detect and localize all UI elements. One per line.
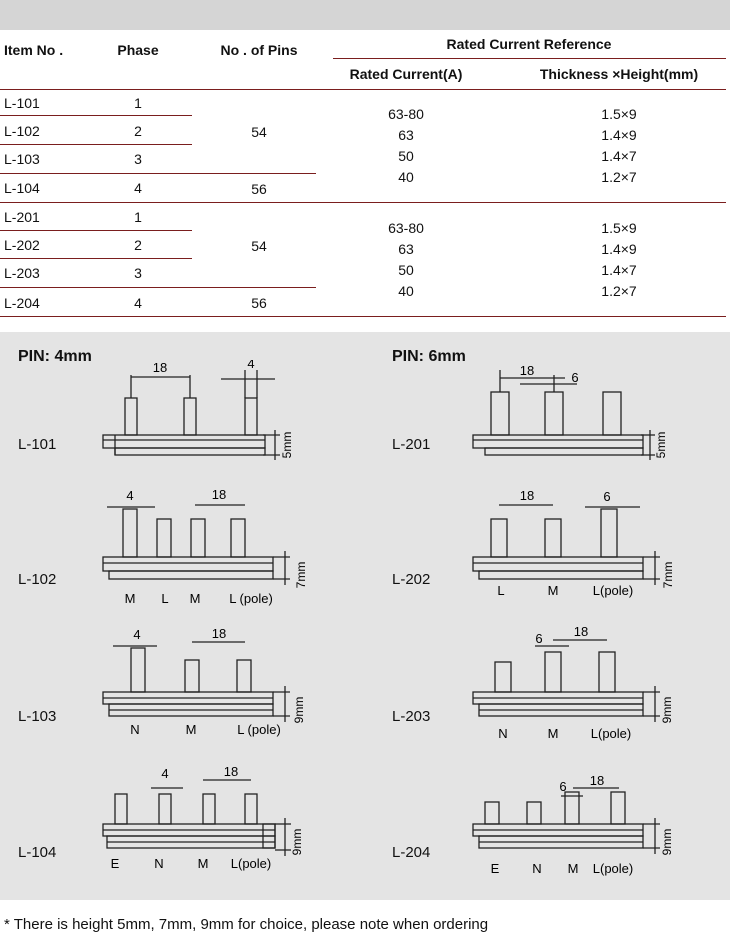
- height-label: 9mm: [660, 828, 674, 856]
- group-divider: [0, 202, 726, 203]
- table-row-phase: 2: [134, 237, 142, 253]
- table-row-phase: 3: [134, 151, 142, 167]
- pins-value: 54: [251, 238, 267, 254]
- table-row-item: L-203: [4, 265, 40, 281]
- diagram-label: L-202: [392, 571, 431, 588]
- pole-label: L: [161, 591, 169, 606]
- pole-label: M: [189, 591, 201, 606]
- header-bottom-rule: [0, 89, 726, 90]
- dimension-label: 6: [559, 779, 567, 794]
- pin-6mm-title: PIN: 6mm: [392, 348, 466, 365]
- header-rated-current: Rated Current(A): [349, 66, 463, 82]
- table-row-phase: 1: [134, 95, 142, 111]
- pole-label: M: [567, 861, 579, 876]
- height-label: 9mm: [290, 828, 304, 856]
- dimension-label: 18: [223, 764, 239, 779]
- row-divider: [0, 115, 192, 116]
- dimension-label: 4: [247, 360, 255, 371]
- pole-label: M: [547, 726, 559, 741]
- dimension-label: 6: [603, 489, 611, 504]
- diagram-label: L-204: [392, 844, 431, 861]
- pole-label: L(pole): [230, 856, 272, 871]
- table-row-item: L-103: [4, 151, 40, 167]
- header-thickness-height: Thickness ×Height(mm): [539, 66, 699, 82]
- dimension-label: 18: [211, 487, 227, 502]
- current-value: 63-80: [388, 106, 424, 122]
- table-row-phase: 2: [134, 123, 142, 139]
- table-row-phase: 4: [134, 295, 142, 311]
- header-reference: Rated Current Reference: [446, 36, 612, 52]
- busbar-l102-drawing: [95, 485, 320, 610]
- current-value: 40: [398, 169, 414, 185]
- pole-label: M: [185, 722, 197, 737]
- diagram-label: L-104: [18, 844, 57, 861]
- table-row-phase: 1: [134, 209, 142, 225]
- busbar-l204-drawing: [465, 758, 690, 883]
- size-value: 1.5×9: [601, 220, 637, 236]
- ordering-note: * There is height 5mm, 7mm, 9mm for choice, please note when ordering: [4, 916, 489, 933]
- size-value: 1.4×9: [601, 127, 637, 143]
- busbar-l101-drawing: [95, 360, 310, 470]
- size-value: 1.2×7: [601, 169, 637, 185]
- pole-label: E: [110, 856, 120, 871]
- top-bar: [0, 0, 730, 30]
- dimension-label: 18: [573, 624, 589, 639]
- row-divider: [0, 173, 316, 174]
- pole-label: L (pole): [229, 591, 273, 606]
- height-label: 5mm: [280, 431, 294, 459]
- pole-label: E: [490, 861, 500, 876]
- current-value: 50: [398, 262, 414, 278]
- table-row-item: L-104: [4, 180, 40, 196]
- dimension-label: 18: [152, 360, 168, 375]
- height-label: 7mm: [294, 561, 308, 589]
- pole-label: M: [197, 856, 209, 871]
- header-divider: [333, 58, 726, 59]
- row-divider: [0, 287, 316, 288]
- header-item-no: Item No .: [4, 42, 64, 58]
- height-label: 5mm: [654, 431, 668, 459]
- table-row-item: L-202: [4, 237, 40, 253]
- pole-label: L (pole): [237, 722, 281, 737]
- busbar-l203-drawing: [465, 622, 690, 747]
- dimension-label: 18: [519, 488, 535, 503]
- dimension-label: 6: [535, 631, 543, 646]
- table-row-item: L-201: [4, 209, 40, 225]
- dimension-label: 18: [589, 773, 605, 788]
- dimension-label: 18: [211, 626, 227, 641]
- pole-label: N: [498, 726, 508, 741]
- height-label: 7mm: [661, 561, 675, 589]
- pole-label: N: [532, 861, 542, 876]
- header-phase: Phase: [117, 42, 159, 58]
- busbar-l104-drawing: [95, 758, 320, 883]
- dimension-label: 4: [133, 627, 141, 642]
- pole-label: L(pole): [590, 726, 632, 741]
- table-bottom-rule: [0, 316, 726, 317]
- size-value: 1.5×9: [601, 106, 637, 122]
- pole-label: M: [547, 583, 559, 598]
- size-value: 1.4×7: [601, 148, 637, 164]
- dimension-label: 6: [571, 370, 579, 385]
- busbar-l103-drawing: [95, 622, 320, 747]
- table-row-phase: 3: [134, 265, 142, 281]
- current-value: 50: [398, 148, 414, 164]
- dimension-label: 4: [161, 766, 169, 781]
- size-value: 1.2×7: [601, 283, 637, 299]
- pins-value: 54: [251, 124, 267, 140]
- height-label: 9mm: [660, 696, 674, 724]
- busbar-l202-drawing: [465, 485, 690, 610]
- diagram-label: L-203: [392, 708, 431, 725]
- pole-label: L: [497, 583, 505, 598]
- diagram-label: L-102: [18, 571, 57, 588]
- pins-value: 56: [251, 295, 267, 311]
- dimension-label: 4: [126, 488, 134, 503]
- pole-label: N: [130, 722, 140, 737]
- diagram-label: L-101: [18, 436, 57, 453]
- table-row-item: L-101: [4, 95, 40, 111]
- table-row-item: L-102: [4, 123, 40, 139]
- pole-label: M: [124, 591, 136, 606]
- row-divider: [0, 230, 192, 231]
- current-value: 40: [398, 283, 414, 299]
- row-divider: [0, 258, 192, 259]
- pins-value: 56: [251, 181, 267, 197]
- pole-label: N: [154, 856, 164, 871]
- size-value: 1.4×9: [601, 241, 637, 257]
- current-value: 63-80: [388, 220, 424, 236]
- header-pins: No . of Pins: [220, 42, 298, 58]
- row-divider: [0, 144, 192, 145]
- busbar-l201-drawing: [465, 360, 680, 470]
- dimension-label: 18: [519, 363, 535, 378]
- current-value: 63: [398, 127, 414, 143]
- diagram-label: L-201: [392, 436, 431, 453]
- size-value: 1.4×7: [601, 262, 637, 278]
- table-row-phase: 4: [134, 180, 142, 196]
- current-value: 63: [398, 241, 414, 257]
- diagram-label: L-103: [18, 708, 57, 725]
- height-label: 9mm: [292, 696, 306, 724]
- pole-label: L(pole): [592, 861, 634, 876]
- table-row-item: L-204: [4, 295, 40, 311]
- pole-label: L(pole): [592, 583, 634, 598]
- pin-4mm-title: PIN: 4mm: [18, 348, 92, 365]
